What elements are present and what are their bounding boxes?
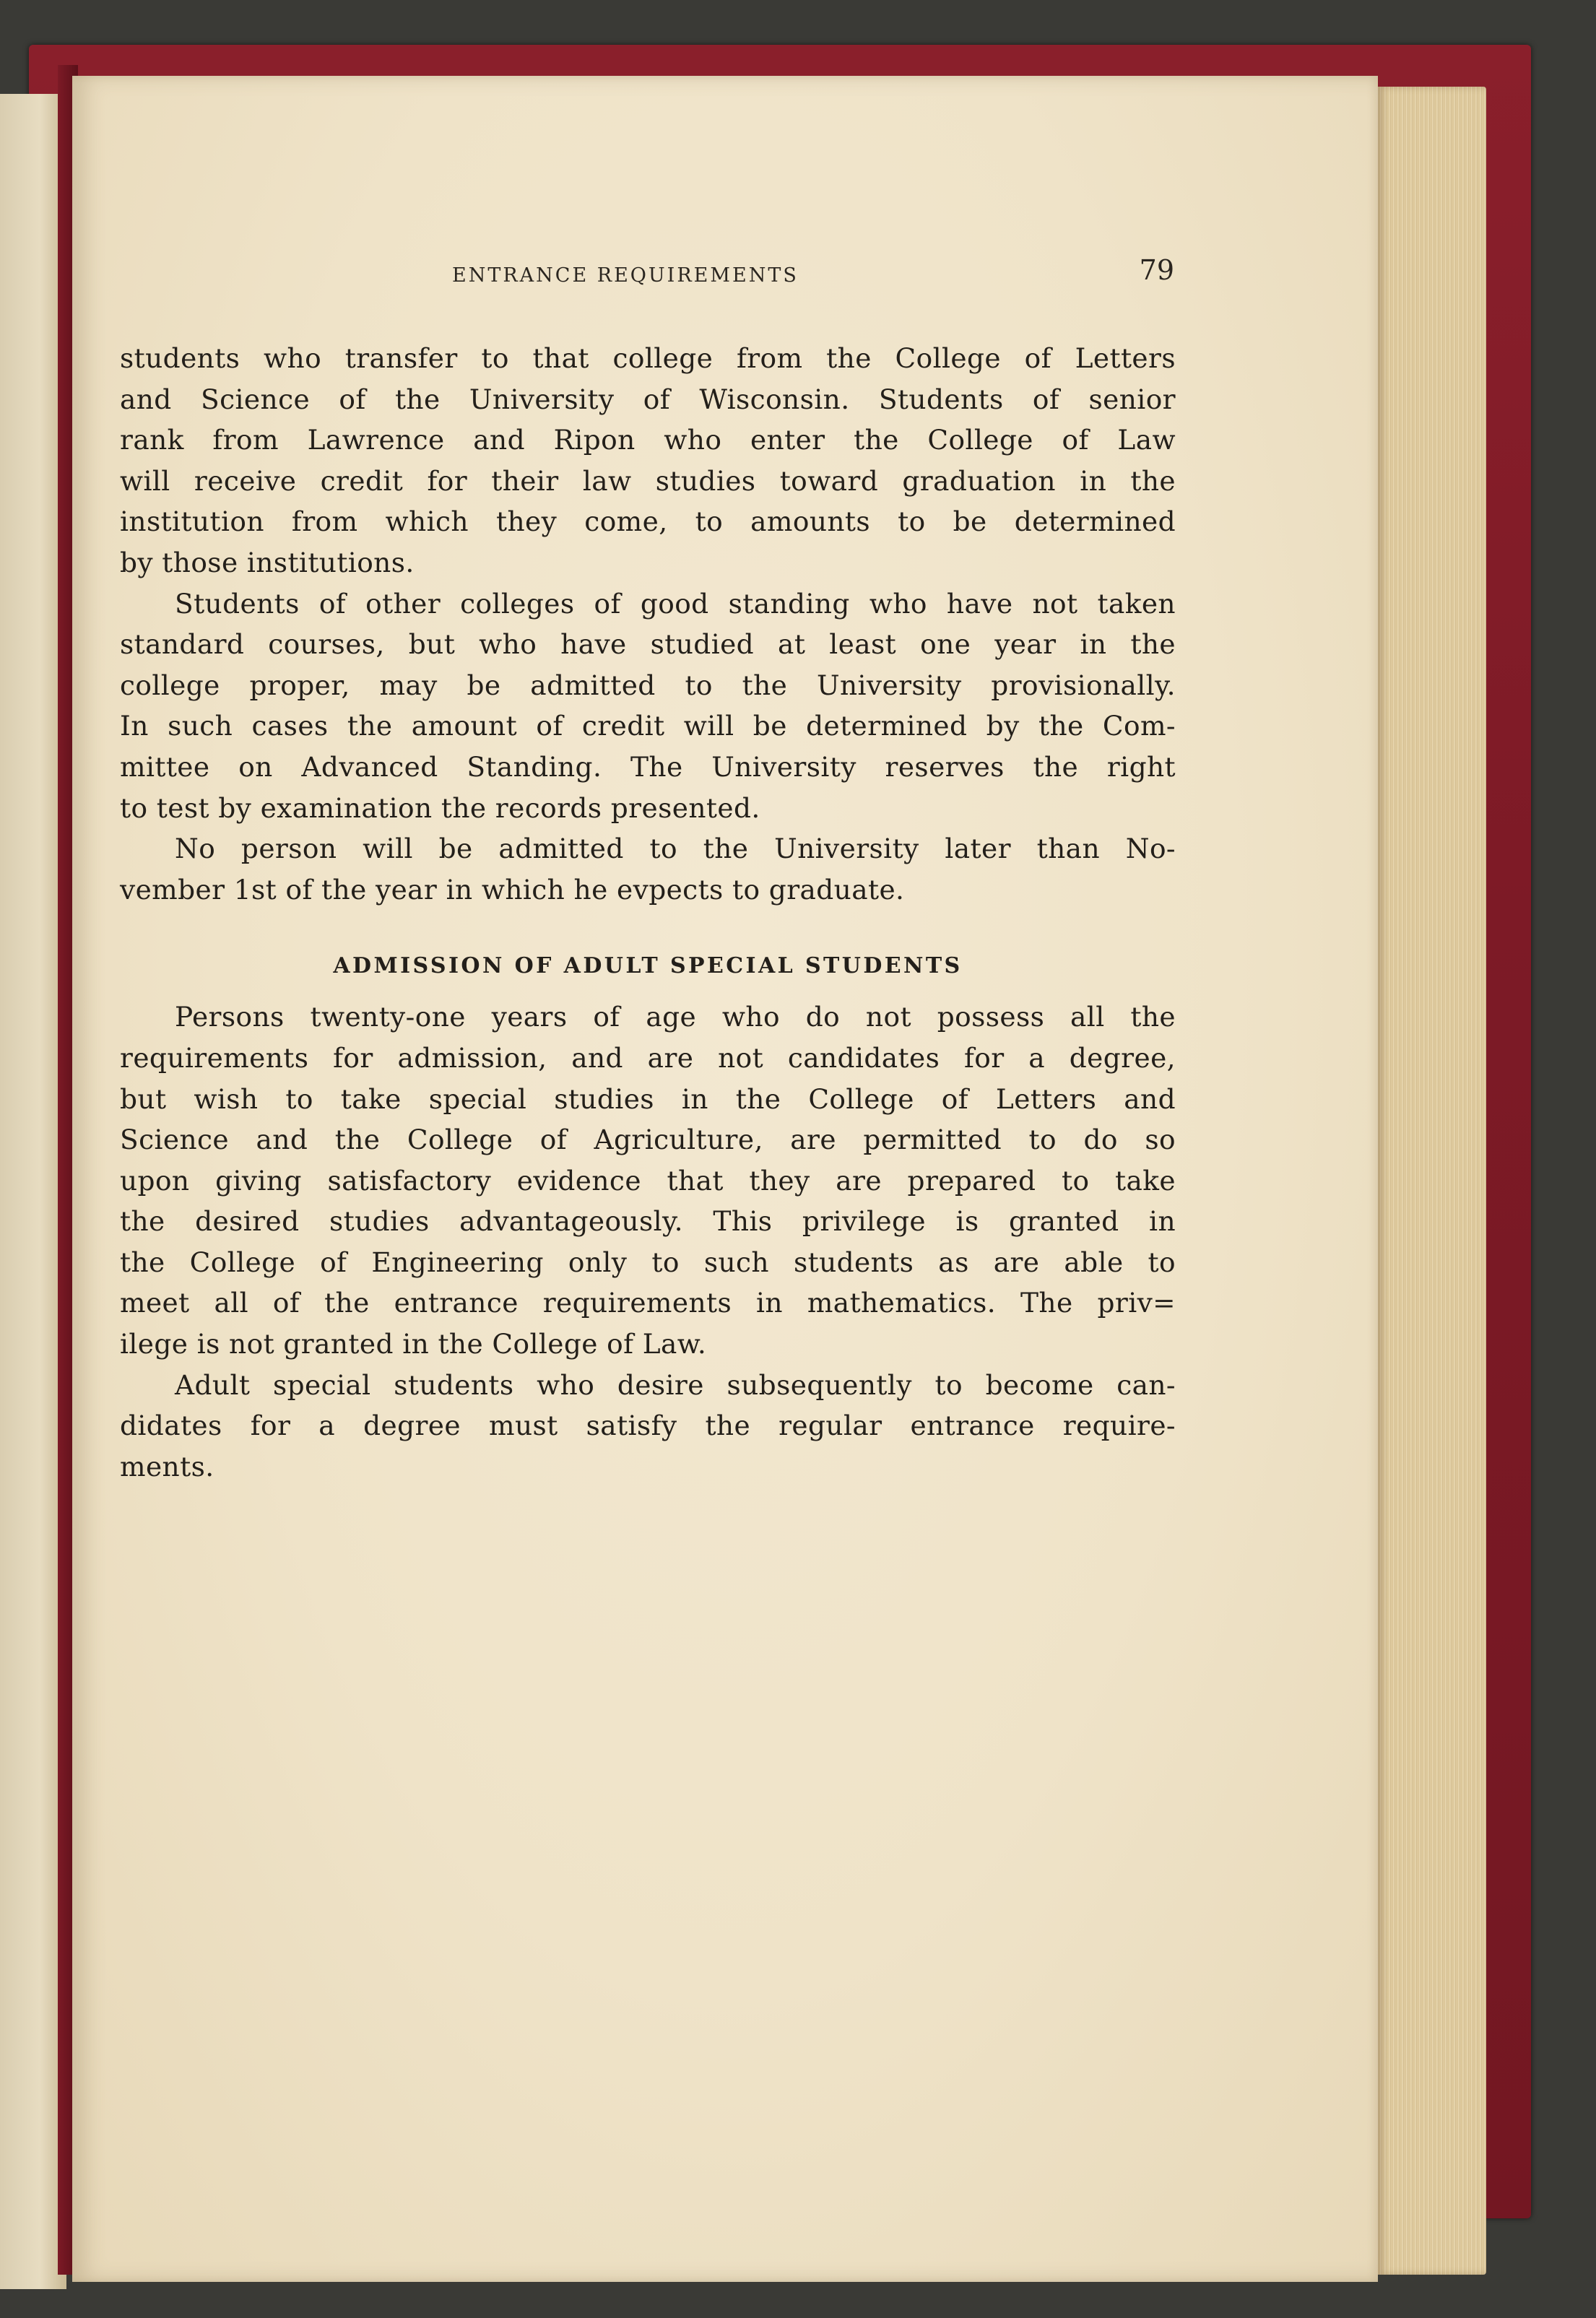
text-line: by those institutions. bbox=[120, 546, 415, 578]
text-line: but wish to take special studies in the College of Letters and bbox=[120, 1082, 1176, 1115]
paragraph bbox=[120, 828, 1176, 910]
text-line: requirements for admission, and are not candidates for a degree, bbox=[120, 1041, 1176, 1074]
text-line: Persons twenty-one years of age who do not possess all the bbox=[175, 1001, 1176, 1033]
text-line: to test by examination the records presented. bbox=[120, 791, 760, 824]
text-line: the College of Engineering only to such students as are able to bbox=[120, 1246, 1176, 1278]
text-line: rank from Lawrence and Ripon who enter the College of Law bbox=[120, 424, 1176, 456]
text-line: vember 1st of the year in which he evpects to graduate. bbox=[120, 873, 905, 906]
paragraph bbox=[120, 338, 1176, 583]
paragraph bbox=[120, 997, 1176, 1364]
text-line: college proper, may be admitted to the University provisionally. bbox=[120, 669, 1176, 701]
text-line: No person will be admitted to the University later than No- bbox=[175, 833, 1176, 865]
text-line: the desired studies advantageously. This privilege is granted in bbox=[120, 1205, 1176, 1238]
page-number: 79 bbox=[1139, 254, 1174, 286]
text-line: institution from which they come, to amounts to be determined bbox=[120, 505, 1176, 538]
text-line: will receive credit for their law studies toward graduation in the bbox=[120, 464, 1176, 497]
text-line: students who transfer to that college from the College of Letters bbox=[120, 342, 1176, 374]
text-line: standard courses, but who have studied at least one year in the bbox=[120, 628, 1176, 661]
running-head: ENTRANCE REQUIREMENTS bbox=[452, 264, 799, 287]
text-line: Adult special students who desire subsequently to become can- bbox=[175, 1368, 1176, 1401]
text-line: and Science of the University of Wisconsin. Students of senior bbox=[120, 383, 1176, 415]
section-heading: ADMISSION OF ADULT SPECIAL STUDENTS bbox=[333, 953, 963, 979]
text-line: didates for a degree must satisfy the regular entrance require- bbox=[120, 1410, 1176, 1442]
text-line: In such cases the amount of credit will be determined by the Com- bbox=[120, 710, 1176, 742]
page-body bbox=[120, 338, 1176, 1487]
text-line: upon giving satisfactory evidence that they are prepared to take bbox=[120, 1164, 1176, 1197]
text-line: ilege is not granted in the College of Law. bbox=[120, 1328, 707, 1360]
paragraph bbox=[120, 583, 1176, 829]
text-line: meet all of the entrance requirements in mathematics. The priv= bbox=[120, 1287, 1176, 1319]
text-line: Science and the College of Agriculture, are permitted to do so bbox=[120, 1124, 1176, 1156]
text-line: Students of other colleges of good standing who have not taken bbox=[175, 587, 1176, 620]
page-header bbox=[120, 254, 1174, 298]
text-line: ments. bbox=[120, 1450, 214, 1483]
page-edges bbox=[1378, 87, 1486, 2275]
paragraph bbox=[120, 1365, 1176, 1488]
facing-page-edge bbox=[0, 94, 66, 2289]
text-line: mittee on Advanced Standing. The University reserves the right bbox=[120, 750, 1176, 783]
